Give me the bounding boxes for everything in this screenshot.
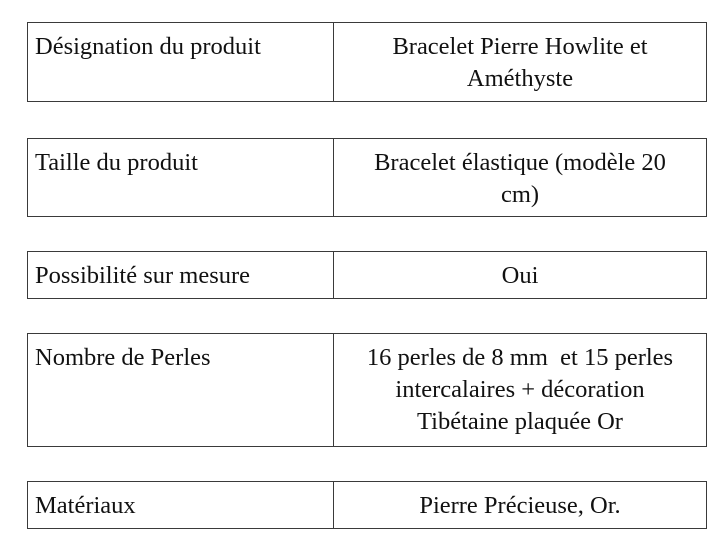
value-line: Bracelet élastique (modèle 20 — [374, 149, 666, 176]
label-designation: Désignation du produit — [28, 23, 334, 102]
spec-table-materiaux — [27, 481, 707, 529]
value-line: Oui — [501, 262, 539, 289]
value-perles — [334, 334, 707, 447]
value-line: cm) — [500, 181, 540, 208]
label-materiaux: Matériaux — [28, 482, 334, 529]
value-designation — [334, 23, 707, 102]
value-line: Pierre Précieuse, Or. — [419, 492, 621, 519]
label-perles: Nombre de Perles — [28, 334, 334, 447]
value-line: 16 perles de 8 mm et 15 perles — [366, 344, 674, 371]
value-line: intercalaires + décoration — [395, 376, 645, 403]
value-line: Bracelet Pierre Howlite et — [392, 33, 648, 60]
value-materiaux — [334, 482, 707, 529]
value-line: Tibétaine plaquée Or — [417, 408, 623, 435]
spec-table-designation — [27, 22, 707, 102]
value-taille — [334, 139, 707, 217]
spec-table-sur-mesure — [27, 251, 707, 299]
label-sur-mesure: Possibilité sur mesure — [28, 252, 334, 299]
spec-table-perles — [27, 333, 707, 447]
label-taille: Taille du produit — [28, 139, 334, 217]
spec-table-taille — [27, 138, 707, 217]
value-sur-mesure — [334, 252, 707, 299]
value-line: Améthyste — [466, 65, 574, 92]
